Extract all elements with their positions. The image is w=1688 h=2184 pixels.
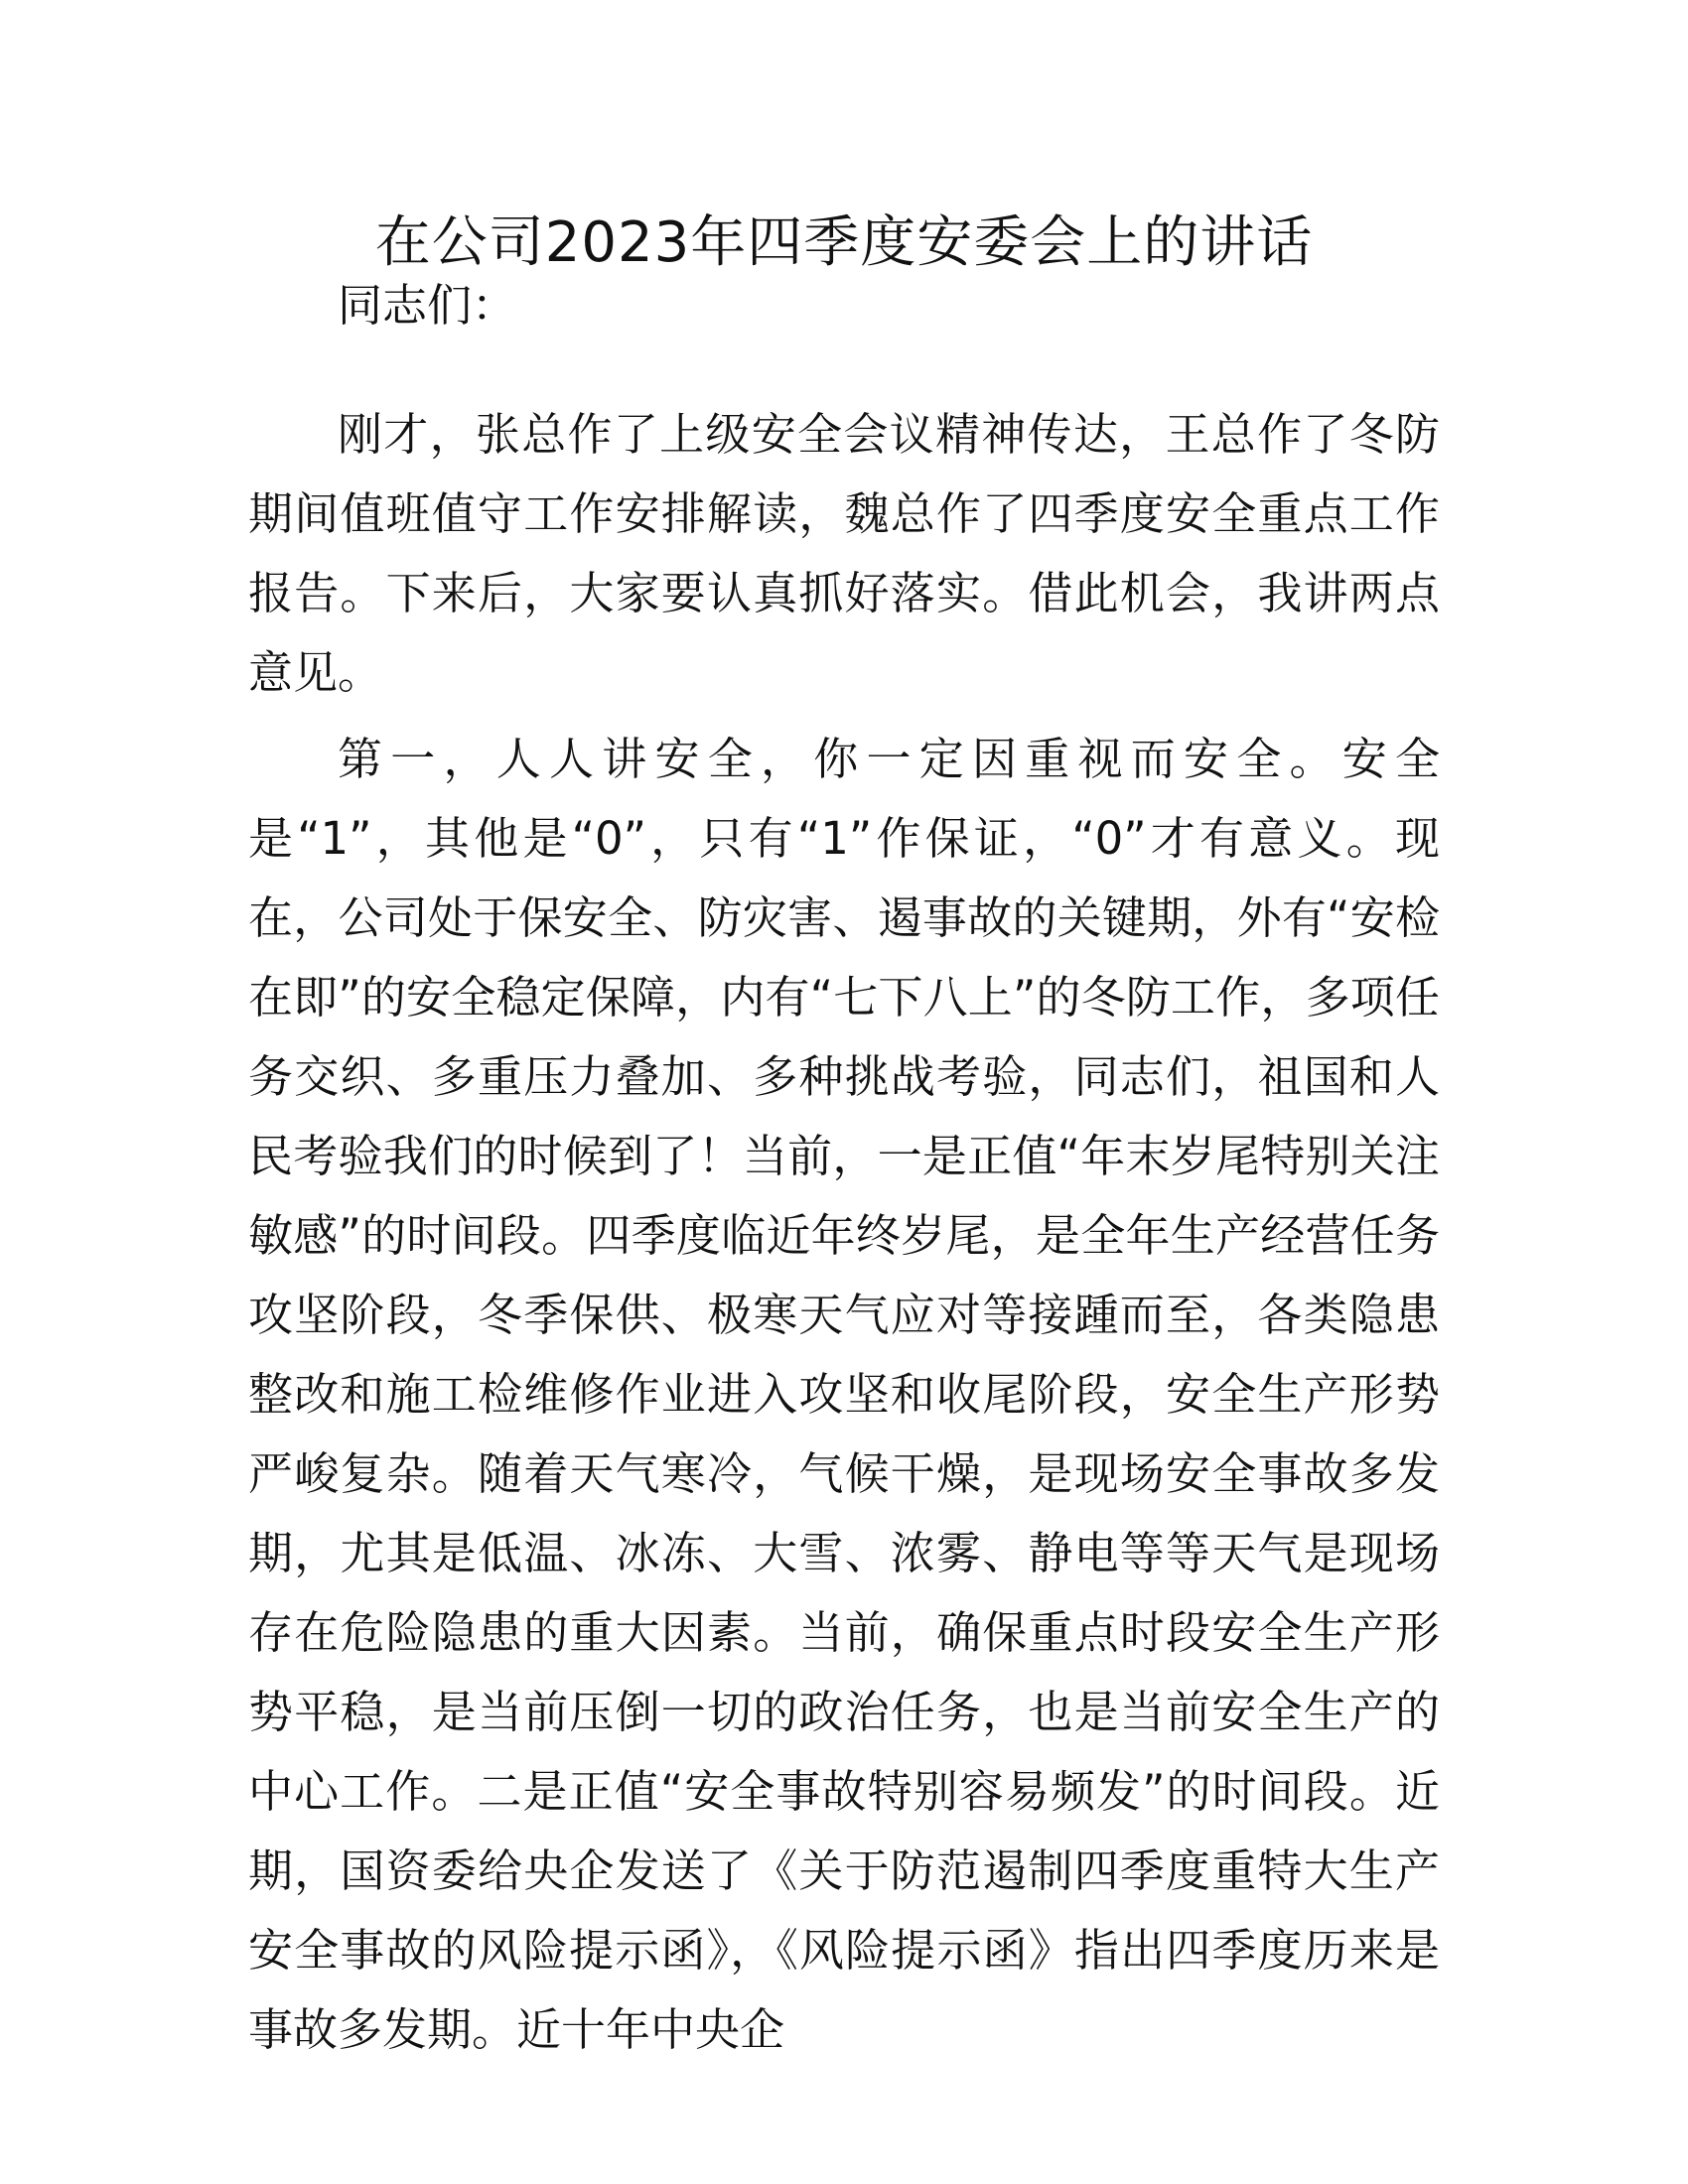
document-title: 在公司2023年四季度安委会上的讲话 [374, 210, 1314, 275]
salutation: 同志们： [338, 279, 517, 332]
paragraph-1: 刚才，张总作了上级安全会议精神传达，王总作了冬防期间值班值守工作安排解读，魏总作了四季度安全重点工作报告。下来后，大家要认真抓好落实。借此机会，我讲两点意见。 [248, 408, 1440, 699]
paragraph-2: 第一，人人讲安全，你一定因重视而安全。安全是“1”，其他是“0”，只有“1”作保证，“0”才有意义。现在，公司处于保安全、防灾害、遏事故的关键期，外有“安检在即”的安全稳定保障，内有“七下八上”的冬防工作，多项任务交织、多重压力叠加、多种挑战考验，同志们，祖国和人民考验我们的时候到了！当前，一是正值“年末岁尾特别关注敏感”的时间段。四季度临近年终岁尾，是全年生产经营任务攻坚阶段，冬季保供、极寒天气应对等接踵而至，各类隐患整改和施工检维修作业进入攻坚和收尾阶段，安全生产形势严峻复杂。随着天气寒冷，气候干燥，是现场安全事故多发期，尤其是低温、冰冻、大雪、浓雾、静电等等天气是现场存在危险隐患的重大因素。当前，确保重点时段安全生产形势平稳，是当前压倒一切的政治任务，也是当前安全生产的中心工作。二是正值“安全事故特别容易频发”的时间段。近期，国资委给央企发送了《关于防范遏制四季度重特大生产安全事故的风险提示函》，《风险提示函》指出四季度历来是事故多发期。近十年中央企 [248, 733, 1440, 2056]
